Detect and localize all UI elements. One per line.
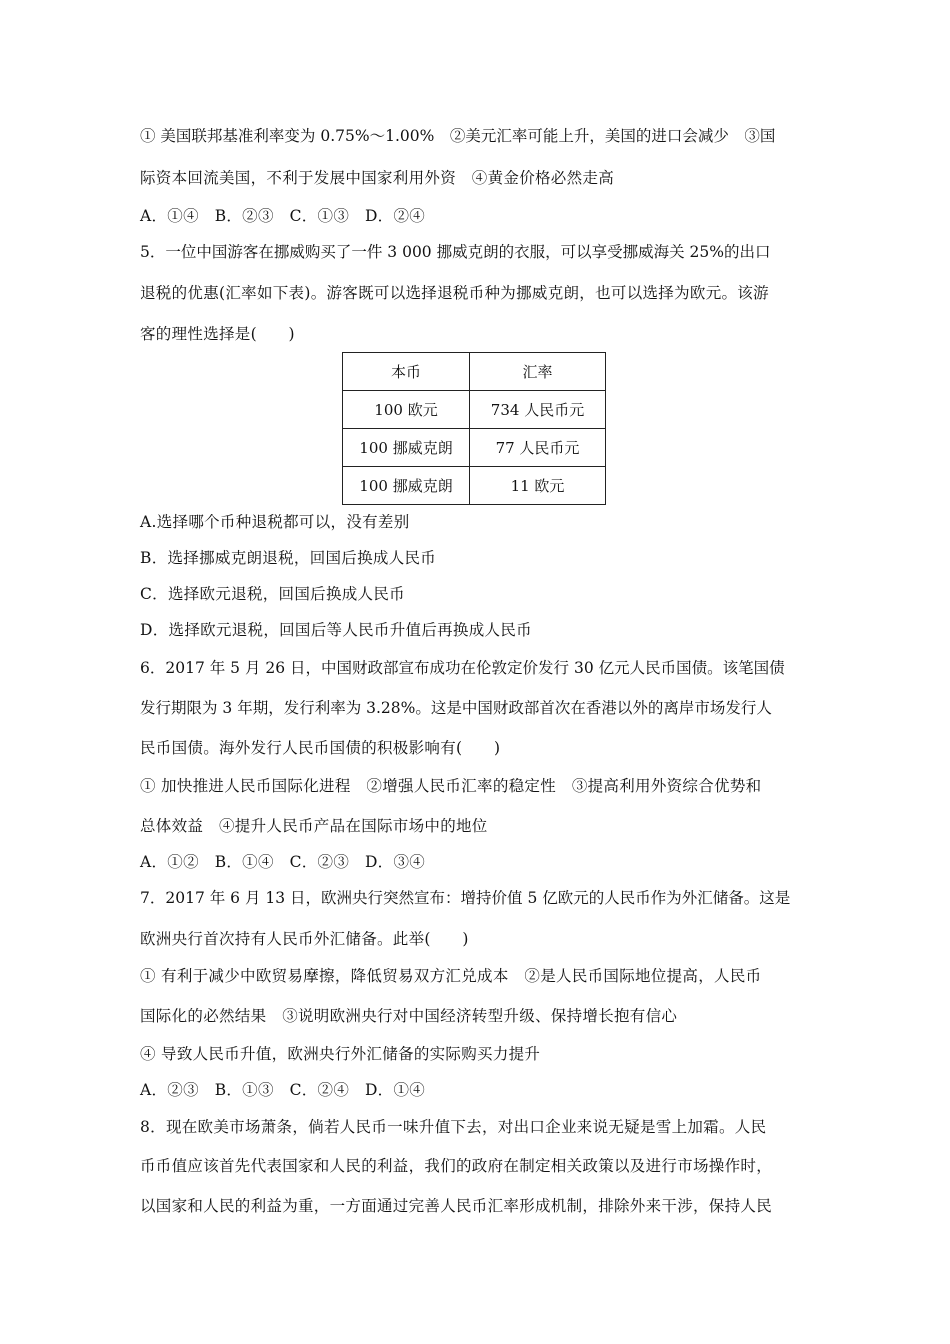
q6-statements-2: 总体效益 ④提升人民币产品在国际市场中的地位 xyxy=(140,817,488,835)
q7-line-2: 欧洲央行首次持有人民币外汇储备。此举( ) xyxy=(140,930,469,948)
q7-statements-1: ① 有利于减少中欧贸易摩擦，降低贸易双方汇兑成本 ②是人民币国际地位提高，人民币 xyxy=(140,967,762,985)
q7-line-1: 7．2017 年 6 月 13 日，欧洲央行突然宣布：增持价值 5 亿欧元的人民币作为外汇储备。这是 xyxy=(140,889,791,907)
table-cell: 100 挪威克朗 xyxy=(343,429,470,467)
q5-option-d: D．选择欧元退税，回国后等人民币升值后再换成人民币 xyxy=(140,621,532,639)
exchange-rate-table xyxy=(342,352,606,505)
table-header-row xyxy=(343,353,606,391)
q7-statements-2: 国际化的必然结果 ③说明欧洲央行对中国经济转型升级、保持增长抱有信心 xyxy=(140,1007,678,1025)
q6-options: A．①② B．①④ C．②③ D．③④ xyxy=(140,853,426,871)
table-row xyxy=(343,429,606,467)
line-1: ① 美国联邦基准利率变为 0.75%～1.00% ②美元汇率可能上升，美国的进口会减少 ③国 xyxy=(140,127,776,145)
table-cell: 734 人民币元 xyxy=(470,391,606,429)
table-cell: 77 人民币元 xyxy=(470,429,606,467)
table-header-cell: 汇率 xyxy=(470,353,606,391)
table-cell: 100 欧元 xyxy=(343,391,470,429)
table-cell: 11 欧元 xyxy=(470,467,606,505)
q5-option-c: C．选择欧元退税，回国后换成人民币 xyxy=(140,585,405,603)
q5-option-a: A.选择哪个币种退税都可以，没有差别 xyxy=(140,513,410,531)
table-row xyxy=(343,467,606,505)
q7-statements-3: ④ 导致人民币升值，欧洲央行外汇储备的实际购买力提升 xyxy=(140,1045,541,1063)
q6-line-3: 民币国债。海外发行人民币国债的积极影响有( ) xyxy=(140,739,501,757)
q5-line-3: 客的理性选择是( ) xyxy=(140,325,295,343)
q8-line-3: 以国家和人民的利益为重，一方面通过完善人民币汇率形成机制，排除外来干涉，保持人民 xyxy=(140,1197,773,1215)
table-row xyxy=(343,391,606,429)
line-2: 际资本回流美国，不利于发展中国家利用外资 ④黄金价格必然走高 xyxy=(140,169,615,187)
table-cell: 100 挪威克朗 xyxy=(343,467,470,505)
table-header-cell: 本币 xyxy=(343,353,470,391)
q7-options: A．②③ B．①③ C．②④ D．①④ xyxy=(140,1081,426,1099)
q6-line-1: 6．2017 年 5 月 26 日，中国财政部宣布成功在伦敦定价发行 30 亿元人民币国债。该笔国债 xyxy=(140,659,785,677)
q8-line-2: 币币值应该首先代表国家和人民的利益，我们的政府在制定相关政策以及进行市场操作时， xyxy=(140,1157,773,1175)
q6-statements-1: ① 加快推进人民币国际化进程 ②增强人民币汇率的稳定性 ③提高利用外资综合优势和 xyxy=(140,777,762,795)
q5-option-b: B．选择挪威克朗退税，回国后换成人民币 xyxy=(140,549,437,567)
q8-line-1: 8．现在欧美市场萧条，倘若人民币一味升值下去，对出口企业来说无疑是雪上加霜。人民 xyxy=(140,1118,767,1136)
q4-options: A．①④ B．②③ C．①③ D．②④ xyxy=(140,207,426,225)
q5-line-1: 5．一位中国游客在挪威购买了一件 3 000 挪威克朗的衣服，可以享受挪威海关 25%的出口 xyxy=(140,243,771,261)
q5-line-2: 退税的优惠(汇率如下表)。游客既可以选择退税币种为挪威克朗，也可以选择为欧元。该游 xyxy=(140,284,769,302)
q6-line-2: 发行期限为 3 年期，发行利率为 3.28%。这是中国财政部首次在香港以外的离岸市场发行人 xyxy=(140,699,772,717)
